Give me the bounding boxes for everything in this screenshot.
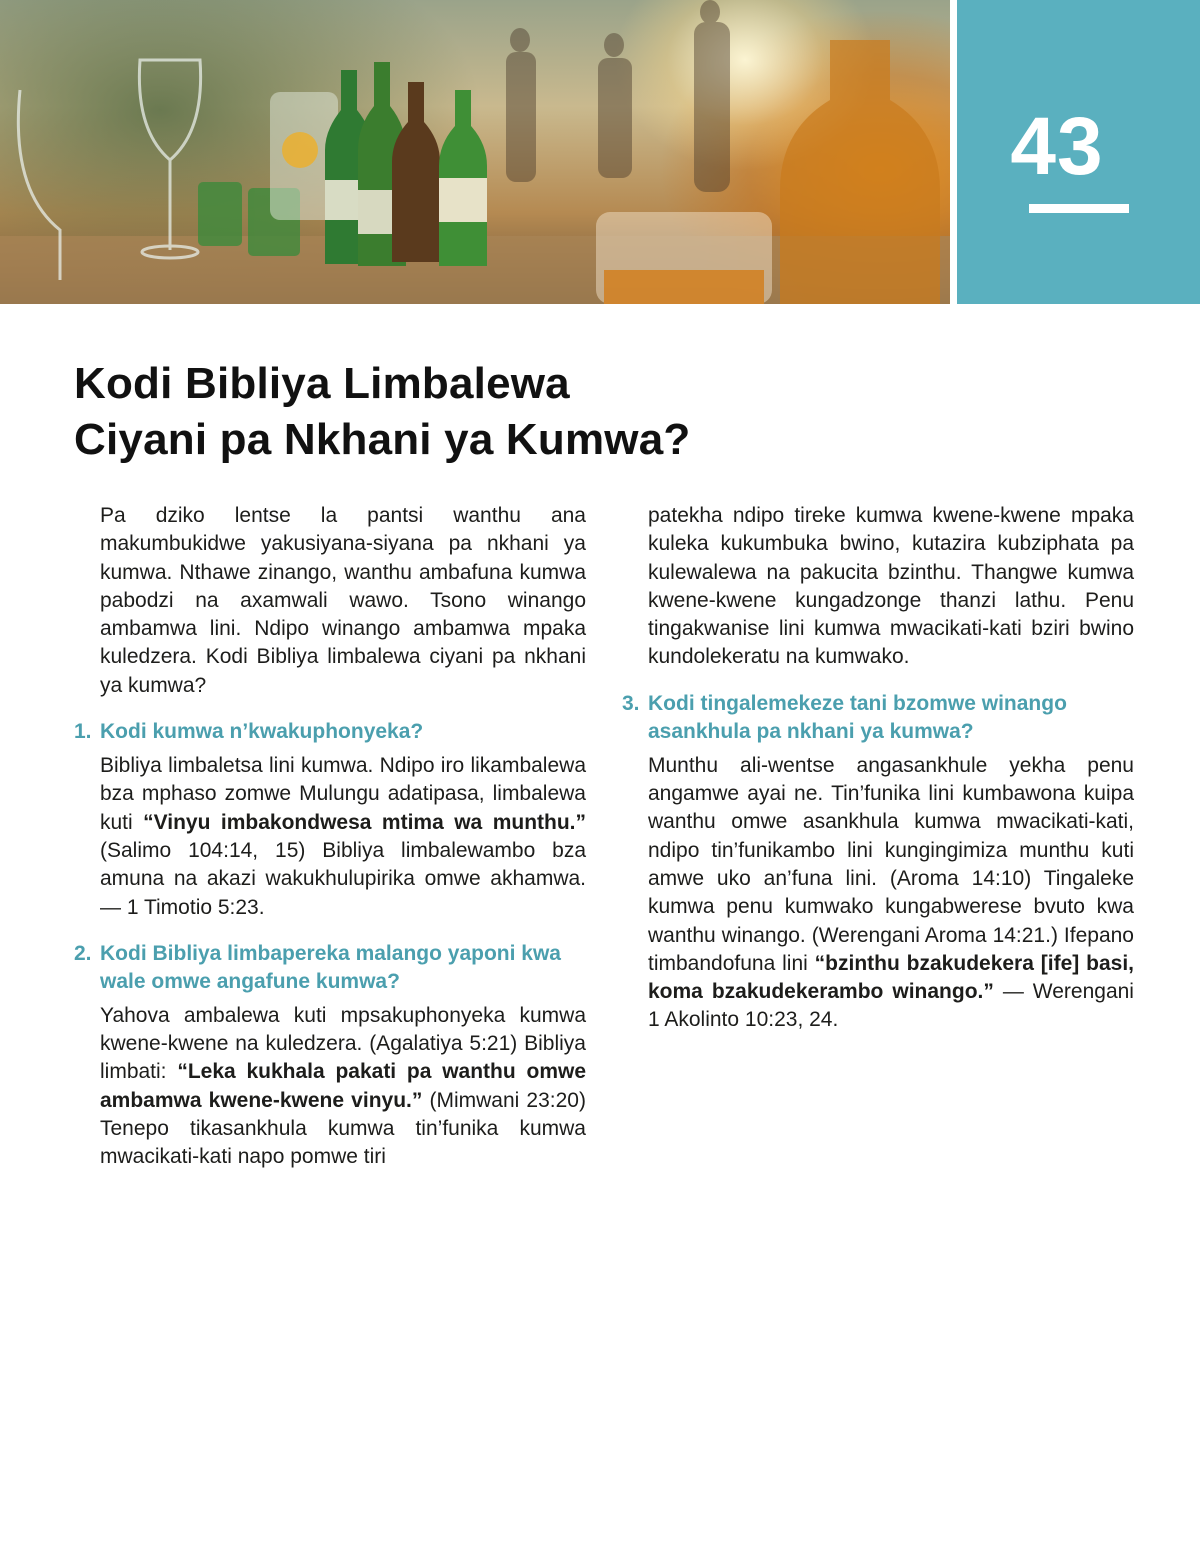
answer-3 <box>648 752 1134 1035</box>
chapter-number: 43 <box>1010 101 1104 192</box>
question-number: 2. <box>74 941 92 965</box>
page-title-line-2: Ciyani pa Nkhani ya Kumwa? <box>74 415 691 464</box>
question-number: 1. <box>74 720 92 744</box>
right-column <box>622 502 1134 1035</box>
answer-text: Munthu ali-wentse angasankhule yekha penu angamwe ayai ne. Tin’funika lini kumbawona kuipa wanthu omwe asankhula kumwa mwacikati-kati, ndipo tin’funikambo lini kungingimiza munthu kuti amwe uko an’funa lini. (Aroma 14:10) Tingaleke kumwa penu kumwako kungabwerese bvuto kwa wanthu winango. (Werengani Aroma 14:21.) Ifepano timbandofuna lini <box>648 753 1134 975</box>
answer-text-left-part: (Mimwani 23:20) Tenepo tikasankhula kumwa tin’funika kumwa mwacikati-kati napo pomwe tiri <box>100 1088 586 1169</box>
left-column <box>74 502 586 1172</box>
answer-2-part-1 <box>100 1002 586 1172</box>
answer-text: — Werengani 1 Akolinto 10:23, 24. <box>648 980 1134 1032</box>
chapter-number-panel <box>957 0 1200 304</box>
scripture-quote: “Leka kukhala pakati pa wanthu omwe ambamwa kwene-kwene vinyu.” <box>100 1060 586 1112</box>
question-1 <box>74 718 586 746</box>
header-photo <box>0 0 950 304</box>
answer-text: Bibliya limbaletsa lini kumwa. Ndipo iro likambalewa bza mphaso zomwe Mulungu adatipasa, limbalewa kuti <box>100 754 586 834</box>
beer-bottles <box>325 62 487 266</box>
answer-text: (Salimo 104:14, 15) Bibliya limbalewambo bza amuna na akazi wakukhulupirika omwe akhamwa. — 1 Timotio 5:23. <box>100 838 586 919</box>
amber-glass <box>596 212 772 304</box>
answer-1 <box>100 752 586 922</box>
question-text: Kodi tingalemekeze tani bzomwe winango asankhula pa nkhani ya kumwa? <box>648 691 1067 743</box>
question-3 <box>622 690 1134 746</box>
question-2 <box>74 940 586 996</box>
people-silhouettes <box>506 0 730 192</box>
scripture-quote: “Vinyu imbakondwesa mtima wa munthu.” <box>143 810 586 834</box>
chapter-number-rule <box>1029 204 1129 213</box>
question-number: 3. <box>622 691 640 715</box>
amber-bottle <box>780 40 940 304</box>
scripture-quote: “bzinthu bzakudekera [ife] basi, koma bzakudekerambo winango.” <box>648 951 1134 1004</box>
answer-text: Yahova ambalewa kuti mpsakuphonyeka kumwa kwene-kwene na kuledzera. (Agalatiya 5:21) Bibliya limbati: <box>100 1003 586 1084</box>
intro-paragraph: Pa dziko lentse la pantsi wanthu ana makumbukidwe yakusiyana-siyana pa nkhani ya kumwa. Nthawe zinango, wanthu ambafuna kumwa pabodzi na axamwali wawo. Tsono winango ambamwa lini. Ndipo winango ambamwa mpaka kuledzera. Kodi Bibliya limbalewa ciyani pa nkhani ya kumwa? <box>100 504 586 697</box>
question-text: Kodi kumwa n’kwakuphonyeka? <box>100 720 424 744</box>
question-text: Kodi Bibliya limbapereka malango yaponi kwa wale omwe angafune kumwa? <box>100 941 561 993</box>
page-title-line-1: Kodi Bibliya Limbalewa <box>74 359 570 408</box>
page-title <box>74 356 690 468</box>
bottles-and-glasses-photo <box>0 0 950 304</box>
answer-2-part-2: patekha ndipo tireke kumwa kwene-kwene mpaka kuleka kukumbuka bwino, kutazira kubziphata pa kulewalewa na pakucita bzinthu. Thangwe kumwa kwene-kwene kungadzonge thanzi lathu. Penu tingakwanise lini kumwa mwacikati-kati bziri bwino kundolekeratu na kumwako. <box>648 504 1134 669</box>
